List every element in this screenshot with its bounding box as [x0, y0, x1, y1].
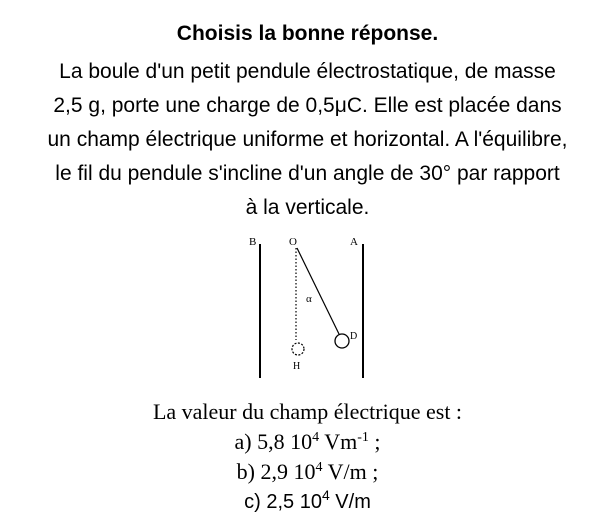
label-b: B [249, 236, 257, 248]
answer-option-c[interactable]: c) 2,5 $10^4$ V/m [244, 487, 371, 513]
statement-line: La boule d'un petit pendule électrostatique, de masse [59, 60, 556, 83]
label-a: A [350, 236, 358, 248]
answer-option-a[interactable]: a) 5,8 $10^4$ $Vm^{-1}$ ; [234, 429, 381, 454]
statement-line: 2,5 g, porte une charge de 0,5μC. Elle est placée dans [53, 94, 562, 117]
statement-line: à la verticale. [245, 196, 370, 219]
question-block [0, 397, 615, 517]
pendulum-diagram [238, 232, 388, 382]
instruction-title: Choisis la bonne réponse. [176, 22, 439, 45]
pendulum-ball [335, 334, 349, 348]
label-alpha: α [306, 293, 312, 305]
label-h: H [293, 361, 301, 372]
pendulum-thread [297, 248, 339, 334]
statement-line: le fil du pendule s'incline d'un angle de 30° par rapport [55, 162, 560, 185]
problem-statement [0, 55, 615, 225]
label-d: D [350, 331, 358, 342]
question-prompt: La valeur du champ électrique est : [152, 399, 463, 424]
label-o: O [289, 236, 297, 248]
answer-option-b[interactable]: b) 2,9 $10^4$ V/m ; [236, 459, 379, 484]
rest-position-ball [292, 343, 304, 355]
statement-line: un champ électrique uniforme et horizontal. A l'équilibre, [47, 128, 568, 151]
